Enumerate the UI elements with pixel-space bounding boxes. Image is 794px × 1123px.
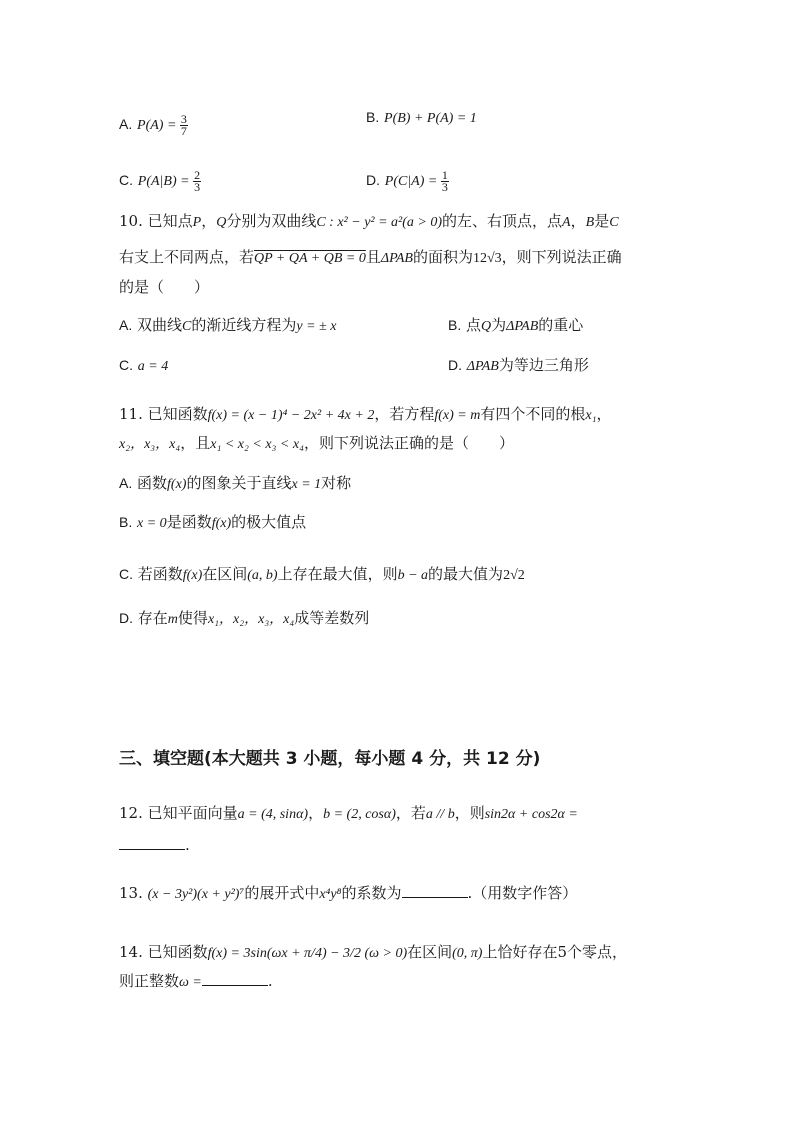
q10-option-d: D. ΔPAB为等边三角形 <box>448 356 589 374</box>
q9-c-fraction: $\frac{2}{3}$ <box>194 167 201 194</box>
q10-option-a: A. 双曲线C的渐近线方程为y = ± x <box>119 316 337 334</box>
q14-line-1: 14. 已知函数f(x) = 3sin(ωx + π/4) − 3/2 (ω > 0)在区间(0, π)上恰好存在5个零点， <box>119 943 628 961</box>
q14-line-2: 则正整数ω = . <box>119 972 273 990</box>
q10-line-2: 右支上不同两点，若QP + QA + QB = 0且ΔPAB的面积为12√3，则下列说法正确 <box>119 248 622 266</box>
q11-option-b: B. x = 0是函数f(x)的极大值点 <box>119 513 307 531</box>
q10-option-c: C. a = 4 <box>119 357 169 374</box>
q12-line-1: 12. 已知平面向量a = (4, sinα)，b = (2, cosα)，若a // b，则sin2α + cos2α = <box>119 804 578 822</box>
q9-option-d: D. P(C|A) = $\frac{1}{3}$ <box>366 167 448 194</box>
q9-a-fraction: $\frac{3}{7}$ <box>180 111 187 138</box>
q13-answer-blank[interactable] <box>402 883 468 898</box>
q11-option-c: C. 若函数f(x)在区间(a, b)上存在最大值，则b − a的最大值为2√2 <box>119 565 525 583</box>
q13-line: 13. (x − 3y²)(x + y²)⁷的展开式中x⁴y⁸的系数为 .（用数字作答） <box>119 884 578 902</box>
q10-option-b: B. 点Q为ΔPAB的重心 <box>448 316 584 334</box>
q11-option-d: D. 存在m使得x₁，x₂，x₃，x₄成等差数列 <box>119 609 370 627</box>
q11-option-a: A. 函数f(x)的图象关于直线x = 1对称 <box>119 474 352 492</box>
q14-answer-blank[interactable] <box>202 971 268 986</box>
q10-line-1: 10. 已知点P，Q分别为双曲线C : x² − y² = a²(a > 0)的左、右顶点，点A，B是C <box>119 212 619 230</box>
q11-line-2: x₂，x₃，x₄，且x₁ < x₂ < x₃ < x₄，则下列说法正确的是（ ） <box>119 434 514 452</box>
q9-option-c: C. P(A|B) = $\frac{2}{3}$ <box>119 167 201 194</box>
q9-option-b: B. P(B) + P(A) = 1 <box>366 109 477 126</box>
q10-line-3: 的是（ ） <box>119 278 210 296</box>
q12-answer-line: . <box>119 834 190 856</box>
q11-line-1: 11. 已知函数f(x) = (x − 1)⁴ − 2x² + 4x + 2，若方程f(x) = m有四个不同的根x₁， <box>119 405 612 423</box>
q9-option-a: A. P(A) = $\frac{3}{7}$ <box>119 111 187 138</box>
section-3-title: 三、填空题(本大题共 3 小题，每小题 4 分，共 12 分) <box>119 749 541 769</box>
q9-d-fraction: $\frac{1}{3}$ <box>441 167 448 194</box>
q12-answer-blank[interactable] <box>119 835 185 850</box>
